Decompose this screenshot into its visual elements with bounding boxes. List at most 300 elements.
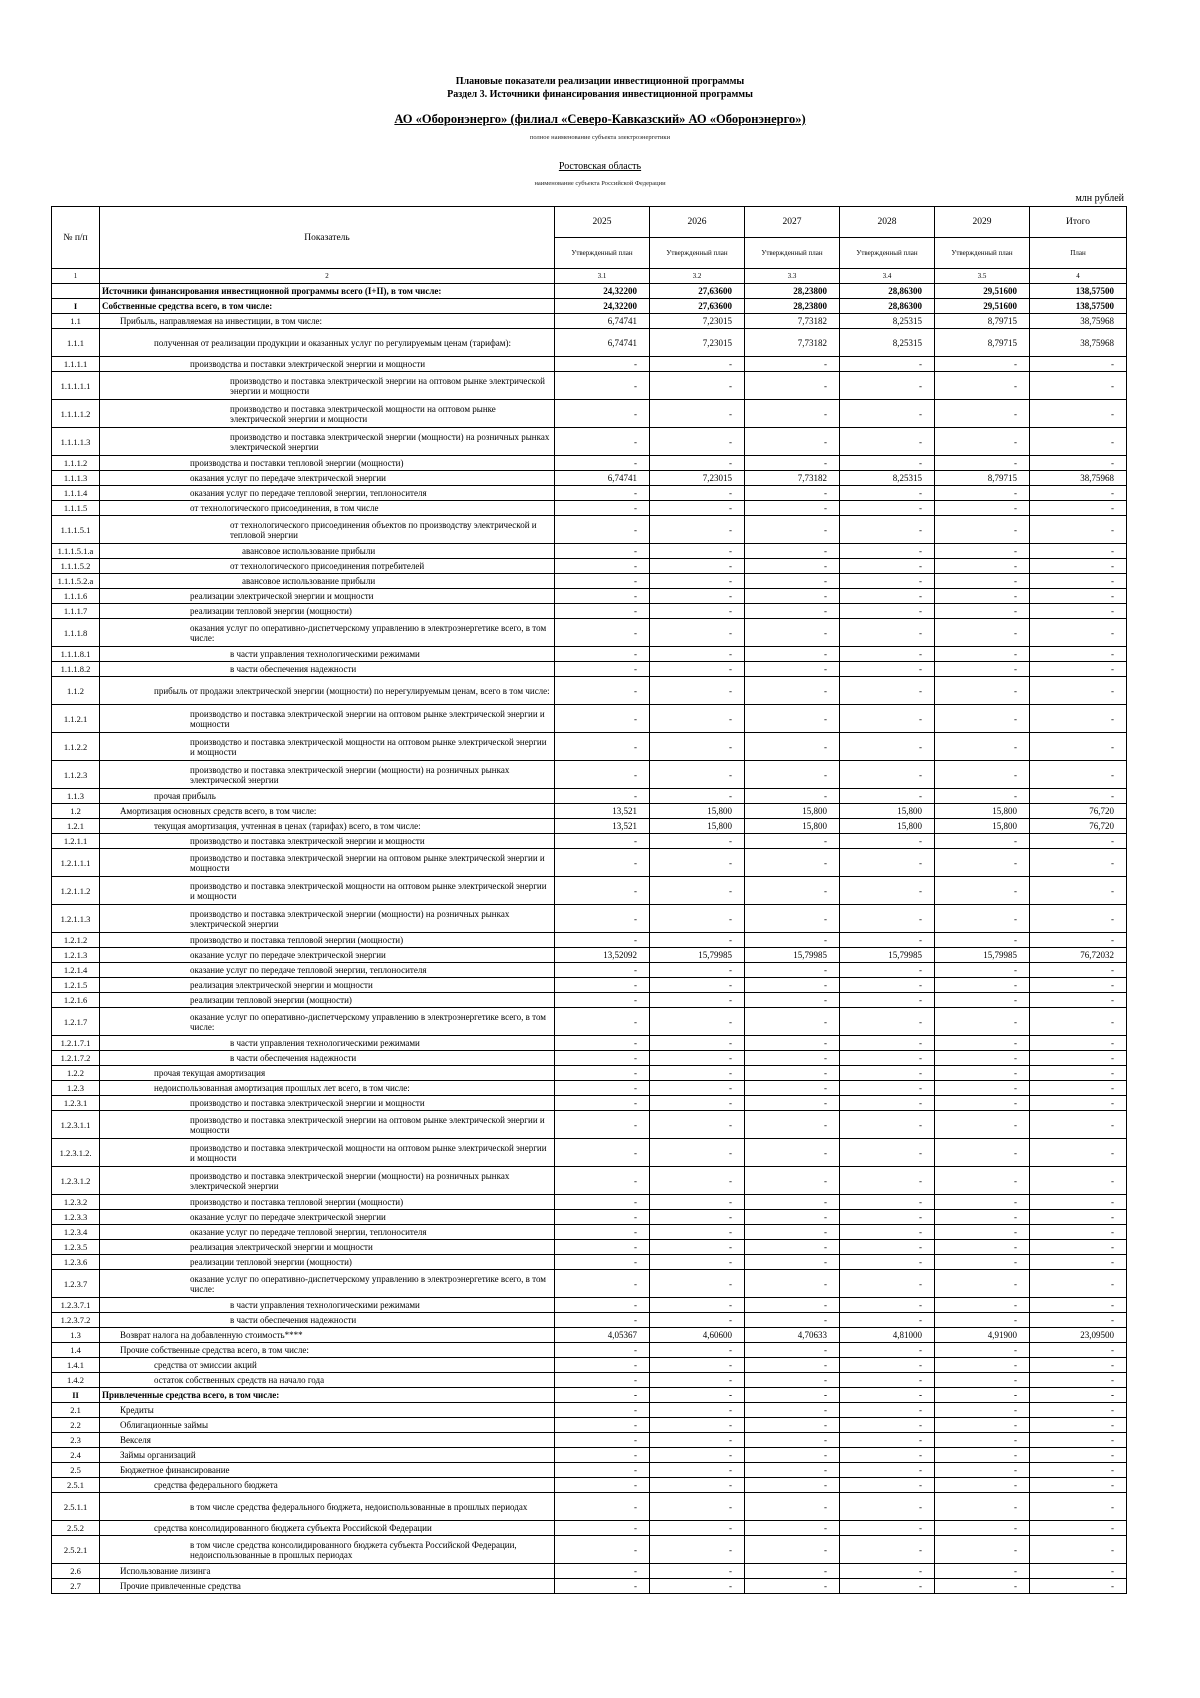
row-value: - [745, 1521, 840, 1536]
row-value: - [745, 516, 840, 544]
row-value: - [840, 1463, 935, 1478]
table-row [52, 471, 1127, 486]
row-value: - [555, 589, 650, 604]
row-value: - [745, 905, 840, 933]
row-value: - [650, 677, 745, 705]
row-value: - [745, 1139, 840, 1167]
row-value: - [745, 1388, 840, 1403]
row-indicator: в части обеспечения надежности [100, 1051, 555, 1066]
row-value: 15,800 [650, 804, 745, 819]
column-subheader: Утвержденный план [555, 238, 650, 269]
row-value: - [555, 357, 650, 372]
row-number: 1.2.1.2 [52, 933, 100, 948]
row-value: - [555, 1008, 650, 1036]
row-value: - [650, 1225, 745, 1240]
row-indicator: в части управления технологическими режимами [100, 1036, 555, 1051]
table-row [52, 1579, 1127, 1594]
row-value: - [935, 1521, 1030, 1536]
table-row [52, 559, 1127, 574]
row-value: - [840, 993, 935, 1008]
row-number: 1.2.3 [52, 1081, 100, 1096]
row-value: - [840, 789, 935, 804]
row-indicator: реализации тепловой энергии (мощности) [100, 604, 555, 619]
table-row [52, 1240, 1127, 1255]
row-value: - [935, 1298, 1030, 1313]
row-value: - [1030, 1096, 1127, 1111]
row-value: - [840, 428, 935, 456]
row-value: - [650, 647, 745, 662]
table-row [52, 1313, 1127, 1328]
row-value: - [1030, 733, 1127, 761]
row-number: 2.5 [52, 1463, 100, 1478]
row-value: - [555, 559, 650, 574]
row-indicator: оказание услуг по передаче тепловой энергии, теплоносителя [100, 1225, 555, 1240]
row-number: 1.2.3.1.2 [52, 1167, 100, 1195]
row-value: - [555, 1313, 650, 1328]
row-value: - [555, 544, 650, 559]
row-value: - [745, 1298, 840, 1313]
row-value: - [840, 574, 935, 589]
row-value: - [935, 456, 1030, 471]
row-value: - [840, 486, 935, 501]
row-value: - [1030, 978, 1127, 993]
row-value: - [650, 933, 745, 948]
row-value: - [840, 400, 935, 428]
row-value: - [745, 1255, 840, 1270]
row-value: - [555, 1111, 650, 1139]
row-value: - [1030, 1403, 1127, 1418]
row-value: - [1030, 428, 1127, 456]
region-caption: наименование субъекта Российской Федерации [534, 180, 666, 187]
row-indicator: производство и поставка электрической мощности на оптовом рынке электрической энергии и мощности [100, 400, 555, 428]
row-value: - [745, 589, 840, 604]
row-value: - [935, 574, 1030, 589]
row-value: - [650, 705, 745, 733]
row-value: 7,23015 [650, 329, 745, 357]
row-value: 29,51600 [935, 284, 1030, 299]
row-value: 7,73182 [745, 471, 840, 486]
row-value: - [555, 619, 650, 647]
row-value: - [935, 544, 1030, 559]
row-number: 2.5.2 [52, 1521, 100, 1536]
row-value: 38,75968 [1030, 471, 1127, 486]
row-number: 1.2.3.3 [52, 1210, 100, 1225]
row-value: - [745, 1240, 840, 1255]
row-indicator: средства от эмиссии акций [100, 1358, 555, 1373]
row-number: 1.2.1.7.2 [52, 1051, 100, 1066]
row-number: I [52, 299, 100, 314]
organization-name: АО «Оборонэнерго» (филиал «Северо-Кавказский» АО «Оборонэнерго») [394, 112, 806, 126]
row-value: - [555, 1195, 650, 1210]
table-row [52, 1418, 1127, 1433]
row-value: - [935, 1418, 1030, 1433]
row-value: - [650, 1579, 745, 1594]
table-row [52, 1403, 1127, 1418]
row-value: - [555, 1210, 650, 1225]
row-value: - [935, 963, 1030, 978]
row-value: - [745, 677, 840, 705]
row-value: 28,23800 [745, 299, 840, 314]
row-value: - [555, 1081, 650, 1096]
table-row [52, 1139, 1127, 1167]
row-indicator: реализация электрической энергии и мощности [100, 978, 555, 993]
row-value: - [840, 604, 935, 619]
row-value: - [650, 619, 745, 647]
row-value: - [650, 978, 745, 993]
row-value: - [840, 1579, 935, 1594]
row-value: - [1030, 963, 1127, 978]
row-value: 8,79715 [935, 314, 1030, 329]
row-value: - [935, 761, 1030, 789]
table-row [52, 705, 1127, 733]
row-value: - [745, 849, 840, 877]
row-value: - [840, 559, 935, 574]
row-number: 2.5.1.1 [52, 1493, 100, 1521]
row-value: - [1030, 1564, 1127, 1579]
table-row [52, 1358, 1127, 1373]
row-indicator: средства федерального бюджета [100, 1478, 555, 1493]
row-indicator: прибыль от продажи электрической энергии (мощности) по нерегулируемым ценам, всего в том числе: [100, 677, 555, 705]
row-value: - [935, 1096, 1030, 1111]
row-number: 1.2.1.7.1 [52, 1036, 100, 1051]
row-value: - [555, 1298, 650, 1313]
row-value: 15,800 [935, 819, 1030, 834]
row-value: - [745, 357, 840, 372]
row-value: 6,74741 [555, 314, 650, 329]
table-row [52, 1195, 1127, 1210]
row-value: - [650, 574, 745, 589]
column-index: 3.5 [935, 269, 1030, 284]
row-value: - [1030, 559, 1127, 574]
row-value: - [935, 589, 1030, 604]
row-indicator: Прочие собственные средства всего, в том числе: [100, 1343, 555, 1358]
row-value: - [745, 647, 840, 662]
row-number: 2.5.2.1 [52, 1536, 100, 1564]
row-value: - [650, 1298, 745, 1313]
row-value: - [555, 1373, 650, 1388]
row-value: - [1030, 1225, 1127, 1240]
row-indicator: производство и поставка тепловой энергии (мощности) [100, 1195, 555, 1210]
row-value: - [650, 1051, 745, 1066]
row-value: 76,72032 [1030, 948, 1127, 963]
column-subheader: Утвержденный план [935, 238, 1030, 269]
row-value: - [555, 1225, 650, 1240]
row-number: 1.1.1.1.2 [52, 400, 100, 428]
row-value: - [555, 1493, 650, 1521]
table-row [52, 905, 1127, 933]
row-value: - [840, 761, 935, 789]
row-value: - [1030, 789, 1127, 804]
column-index: 1 [52, 269, 100, 284]
row-value: - [1030, 705, 1127, 733]
row-value: - [745, 501, 840, 516]
row-value: 24,32200 [555, 299, 650, 314]
row-value: - [840, 963, 935, 978]
row-indicator: авансовое использование прибыли [100, 574, 555, 589]
table-row [52, 1343, 1127, 1358]
row-value: 4,70633 [745, 1328, 840, 1343]
row-value: 13,521 [555, 819, 650, 834]
row-value: 15,79985 [650, 948, 745, 963]
table-row [52, 733, 1127, 761]
row-indicator: Кредиты [100, 1403, 555, 1418]
row-value: - [840, 662, 935, 677]
row-value: 8,25315 [840, 329, 935, 357]
row-value: - [1030, 1081, 1127, 1096]
row-value: - [1030, 1195, 1127, 1210]
row-value: - [840, 1066, 935, 1081]
row-value: - [935, 733, 1030, 761]
row-value: - [745, 1051, 840, 1066]
row-value: - [745, 1225, 840, 1240]
row-number: 1.1.1.3 [52, 471, 100, 486]
row-value: - [555, 1536, 650, 1564]
table-row [52, 1008, 1127, 1036]
row-indicator: в части управления технологическими режимами [100, 1298, 555, 1313]
row-number: 1.1.2.3 [52, 761, 100, 789]
row-value: - [745, 1195, 840, 1210]
row-value: - [840, 877, 935, 905]
table-row [52, 1463, 1127, 1478]
row-value: - [935, 1240, 1030, 1255]
row-indicator: производство и поставка электрической мощности на оптовом рынке электрической энергии и мощности [100, 733, 555, 761]
row-number: 1.2.3.5 [52, 1240, 100, 1255]
column-header-year: 2028 [840, 207, 935, 238]
row-value: - [840, 933, 935, 948]
row-value: - [1030, 993, 1127, 1008]
row-number: 1.1.1.5.1 [52, 516, 100, 544]
row-value: - [650, 428, 745, 456]
row-value: - [840, 1210, 935, 1225]
row-value: - [745, 1448, 840, 1463]
column-header-total: Итого [1030, 207, 1127, 238]
row-value: - [1030, 1008, 1127, 1036]
row-value: - [840, 372, 935, 400]
row-value: - [650, 1373, 745, 1388]
row-value: - [745, 978, 840, 993]
row-value: - [935, 1388, 1030, 1403]
row-value: - [650, 1096, 745, 1111]
row-indicator: Прочие привлеченные средства [100, 1579, 555, 1594]
row-value: - [1030, 1255, 1127, 1270]
row-value: - [745, 1373, 840, 1388]
row-value: - [935, 905, 1030, 933]
row-number: 1.2.1.1.2 [52, 877, 100, 905]
row-value: - [1030, 662, 1127, 677]
row-value: - [555, 905, 650, 933]
row-value: - [555, 1388, 650, 1403]
row-value: - [745, 1210, 840, 1225]
row-value: - [935, 1111, 1030, 1139]
row-value: - [555, 1066, 650, 1081]
row-value: - [650, 1167, 745, 1195]
row-value: - [555, 1403, 650, 1418]
row-value: - [555, 1478, 650, 1493]
row-value: - [555, 516, 650, 544]
row-value: - [555, 1358, 650, 1373]
row-number: 1.2.1.1.3 [52, 905, 100, 933]
row-value: - [1030, 544, 1127, 559]
row-value: 76,720 [1030, 804, 1127, 819]
row-value: - [1030, 1478, 1127, 1493]
row-indicator: производство и поставка электрической энергии (мощности) на розничных рынках электрической энергии [100, 761, 555, 789]
row-value: - [650, 516, 745, 544]
row-number: II [52, 1388, 100, 1403]
row-value: - [745, 619, 840, 647]
column-header-year: 2026 [650, 207, 745, 238]
row-value: - [555, 877, 650, 905]
row-value: - [745, 574, 840, 589]
row-value: 4,81000 [840, 1328, 935, 1343]
row-value: - [840, 1521, 935, 1536]
table-row [52, 1096, 1127, 1111]
row-number: 2.1 [52, 1403, 100, 1418]
row-value: - [840, 705, 935, 733]
row-number: 1.1.2 [52, 677, 100, 705]
row-indicator: прочая прибыль [100, 789, 555, 804]
row-value: - [840, 1139, 935, 1167]
row-value: 28,86300 [840, 284, 935, 299]
row-number: 1.2.3.1 [52, 1096, 100, 1111]
column-index: 3.1 [555, 269, 650, 284]
row-number: 1.2.3.2 [52, 1195, 100, 1210]
row-value: - [1030, 761, 1127, 789]
row-value: - [650, 1313, 745, 1328]
row-value: - [745, 1096, 840, 1111]
table-row [52, 486, 1127, 501]
table-row [52, 677, 1127, 705]
row-value: - [555, 963, 650, 978]
row-value: - [840, 1388, 935, 1403]
row-indicator: реализации тепловой энергии (мощности) [100, 993, 555, 1008]
row-number: 2.7 [52, 1579, 100, 1594]
row-value: - [555, 1564, 650, 1579]
row-indicator: в том числе средства консолидированного бюджета субъекта Российской Федерации, недоиспользованные в прошлых периодах [100, 1536, 555, 1564]
row-value: - [650, 1463, 745, 1478]
row-value: - [840, 1298, 935, 1313]
row-value: 27,63600 [650, 284, 745, 299]
table-row [52, 963, 1127, 978]
table-row [52, 877, 1127, 905]
row-value: - [935, 1036, 1030, 1051]
row-value: - [840, 1373, 935, 1388]
row-number: 2.2 [52, 1418, 100, 1433]
row-value: - [650, 372, 745, 400]
row-value: - [935, 789, 1030, 804]
row-value: 15,79985 [840, 948, 935, 963]
row-value: - [1030, 1298, 1127, 1313]
row-value: - [840, 1195, 935, 1210]
row-indicator: в части управления технологическими режимами [100, 647, 555, 662]
row-value: 7,23015 [650, 471, 745, 486]
row-number: 1.1.1.8.1 [52, 647, 100, 662]
row-value: - [555, 501, 650, 516]
row-value: - [935, 647, 1030, 662]
row-value: 15,800 [745, 804, 840, 819]
row-value: - [1030, 933, 1127, 948]
row-value: - [555, 1096, 650, 1111]
row-number: 1.1.1.4 [52, 486, 100, 501]
table-row [52, 978, 1127, 993]
row-value: - [650, 456, 745, 471]
row-value: - [935, 604, 1030, 619]
row-value: 8,79715 [935, 329, 1030, 357]
row-value: - [1030, 1579, 1127, 1594]
row-value: 6,74741 [555, 471, 650, 486]
row-value: 38,75968 [1030, 314, 1127, 329]
row-indicator: Использование лизинга [100, 1564, 555, 1579]
table-row [52, 284, 1127, 299]
row-value: - [650, 1403, 745, 1418]
row-value: - [650, 877, 745, 905]
row-value: - [555, 1167, 650, 1195]
row-value: - [745, 933, 840, 948]
row-value: - [745, 834, 840, 849]
row-number: 1.2.3.6 [52, 1255, 100, 1270]
row-value: - [650, 400, 745, 428]
row-indicator: от технологического присоединения потребителей [100, 559, 555, 574]
row-value: - [555, 849, 650, 877]
row-value: - [650, 1448, 745, 1463]
table-row [52, 372, 1127, 400]
row-value: - [935, 1313, 1030, 1328]
row-value: - [1030, 357, 1127, 372]
row-value: - [650, 1240, 745, 1255]
column-subheader: Утвержденный план [650, 238, 745, 269]
row-value: - [935, 1210, 1030, 1225]
row-value: - [1030, 1167, 1127, 1195]
row-value: - [650, 1433, 745, 1448]
row-value: - [650, 1081, 745, 1096]
row-value: - [1030, 1536, 1127, 1564]
row-value: - [1030, 1111, 1127, 1139]
row-number: 1.2.3.1.2. [52, 1139, 100, 1167]
table-row [52, 357, 1127, 372]
row-number: 1.1.1.1 [52, 357, 100, 372]
row-value: - [935, 834, 1030, 849]
row-value: - [1030, 501, 1127, 516]
row-value: - [1030, 647, 1127, 662]
row-number: 1.1.1.5.2 [52, 559, 100, 574]
row-value: 28,86300 [840, 299, 935, 314]
row-value: - [935, 705, 1030, 733]
row-value: - [745, 559, 840, 574]
row-value: - [555, 428, 650, 456]
row-value: - [935, 1463, 1030, 1478]
table-row [52, 501, 1127, 516]
row-indicator: производство и поставка электрической энергии на оптовом рынке электрической энергии и мощности [100, 705, 555, 733]
table-row [52, 761, 1127, 789]
row-value: - [650, 1255, 745, 1270]
row-value: - [1030, 619, 1127, 647]
row-value: - [555, 662, 650, 677]
row-value: - [745, 761, 840, 789]
row-value: - [935, 486, 1030, 501]
row-value: - [935, 1051, 1030, 1066]
row-indicator: производства и поставки тепловой энергии (мощности) [100, 456, 555, 471]
column-header-year: 2029 [935, 207, 1030, 238]
row-value: - [745, 1066, 840, 1081]
row-value: 15,800 [840, 804, 935, 819]
row-value: - [745, 1478, 840, 1493]
row-number: 1.1.1.1.1 [52, 372, 100, 400]
row-value: - [555, 993, 650, 1008]
column-subheader: Утвержденный план [840, 238, 935, 269]
row-value: 8,79715 [935, 471, 1030, 486]
row-indicator: производство и поставка тепловой энергии (мощности) [100, 933, 555, 948]
row-number: 1.1.1.5 [52, 501, 100, 516]
row-value: - [555, 1418, 650, 1433]
